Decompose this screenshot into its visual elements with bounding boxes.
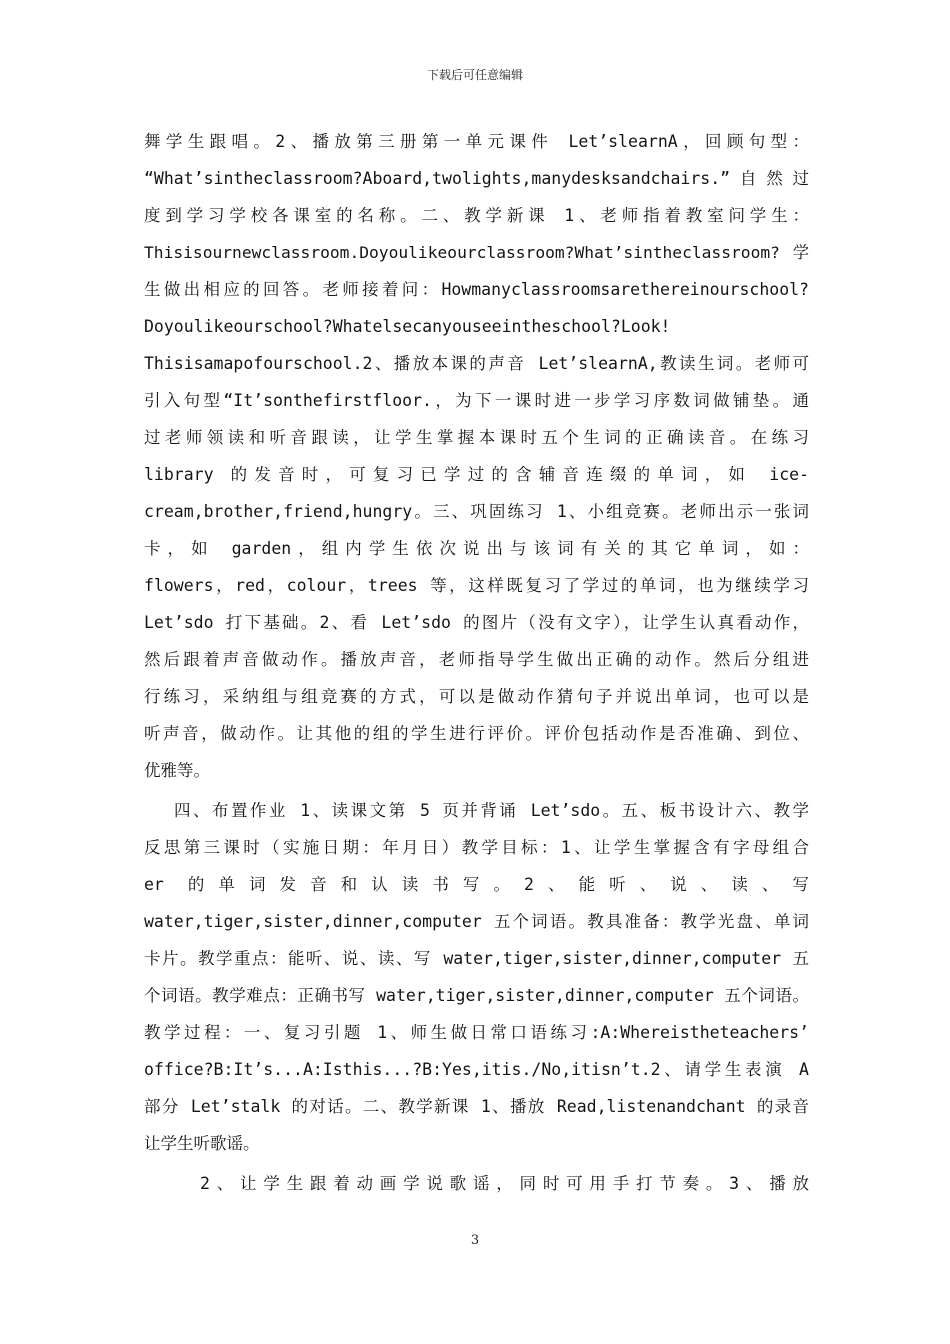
paragraph-1-line-4: Thisisournewclassroom.Doyoulikeourclassroom?What’sintheclassroom? 学 [144, 243, 809, 262]
paragraph-1-line-5: 生做出相应的回答。老师接着问：Howmanyclassroomsaretherеinourschool? [144, 280, 809, 299]
paragraph-1-line-1: 舞学生跟唱。2、播放第三册第一单元课件 Let’slearnA，回顾句型： [144, 132, 809, 151]
paragraph-2-line-4: water,tiger,sister,dinner,computer 五个词语。教具准备：教学光盘、单词 [144, 912, 809, 931]
paragraph-2-line-5: 卡片。教学重点：能听、说、读、写 water,tiger,sister,dinner,computer 五 [144, 949, 809, 968]
paragraph-2-line-6: 个词语。教学难点：正确书写 water,tiger,sister,dinner,computer 五个词语。 [144, 986, 809, 1005]
paragraph-1-line-15: 然后跟着声音做动作。播放声音，老师指导学生做出正确的动作。然后分组进 [144, 650, 809, 669]
page-number: 3 [470, 1233, 480, 1248]
paragraph-1-line-18: 优雅等。 [144, 761, 210, 780]
paragraph-1-line-2: “What’sintheclassroom?Aboard,twolights,manydesksandchairs.”自然过 [144, 169, 809, 188]
paragraph-2-line-8: office?B:It’s...A:Isthis...?B:Yes,itis./No,itisn’t.2、请学生表演 A [144, 1060, 809, 1079]
paragraph-2-line-2: 反思第三课时（实施日期：年月日）教学目标：1、让学生掌握含有字母组合 [144, 838, 809, 857]
paragraph-1-line-3: 度到学习学校各课室的名称。二、教学新课 1、老师指着教室问学生： [144, 206, 809, 225]
paragraph-1-line-16: 行练习，采纳组与组竞赛的方式，可以是做动作猜句子并说出单词，也可以是 [144, 687, 809, 706]
paragraph-1-line-11: cream,brother,friend,hungry。三、巩固练习 1、小组竞赛。老师出示一张词 [144, 502, 809, 521]
paragraph-2-line-10: 让学生听歌谣。 [144, 1134, 260, 1153]
paragraph-2-line-3: er 的单词发音和认读书写。2、能听、说、读、写 [144, 875, 809, 894]
paragraph-1-line-7: Thisisamapofourschool.2、播放本课的声音 Let’slearnA,教读生词。老师可 [144, 354, 809, 373]
paragraph-1-line-9: 过老师领读和听音跟读，让学生掌握本课时五个生词的正确读音。在练习 [144, 428, 809, 447]
paragraph-1-line-12: 卡，如 garden，组内学生依次说出与该词有关的其它单词，如： [144, 539, 809, 558]
paragraph-3-line-1: 2、让学生跟着动画学说歌谣，同时可用手打节奏。3、播放 [200, 1174, 809, 1193]
paragraph-1-line-6: Doyoulikeourschool?Whatelsecanyouseeintheschool?Look! [144, 317, 671, 336]
paragraph-1-line-8: 引入句型“It’sonthefirstfloor.，为下一课时进一步学习序数词做铺垫。通 [144, 391, 809, 410]
paragraph-2-line-7: 教学过程：一、复习引题 1、师生做日常口语练习:A:Whereistheteachers’ [144, 1023, 809, 1042]
paragraph-2-line-9: 部分 Let’stalk 的对话。二、教学新课 1、播放 Read,listenandchant 的录音 [144, 1097, 809, 1116]
page-header: 下载后可任意编辑 [426, 68, 523, 82]
paragraph-1-line-14: Let’sdo 打下基础。2、看 Let’sdo 的图片（没有文字），让学生认真看动作， [144, 613, 809, 632]
paragraph-1-line-10: library 的发音时，可复习已学过的含辅音连缀的单词，如 ice- [144, 465, 809, 484]
paragraph-1-line-17: 听声音，做动作。让其他的组的学生进行评价。评价包括动作是否准确、到位、 [144, 724, 809, 743]
paragraph-2-line-1: 四、布置作业 1、读课文第 5 页并背诵 Let’sdo。五、板书设计六、教学 [174, 801, 809, 820]
paragraph-1-line-13: flowers，red，colour，trees 等，这样既复习了学过的单词，也为继续学习 [144, 576, 809, 595]
